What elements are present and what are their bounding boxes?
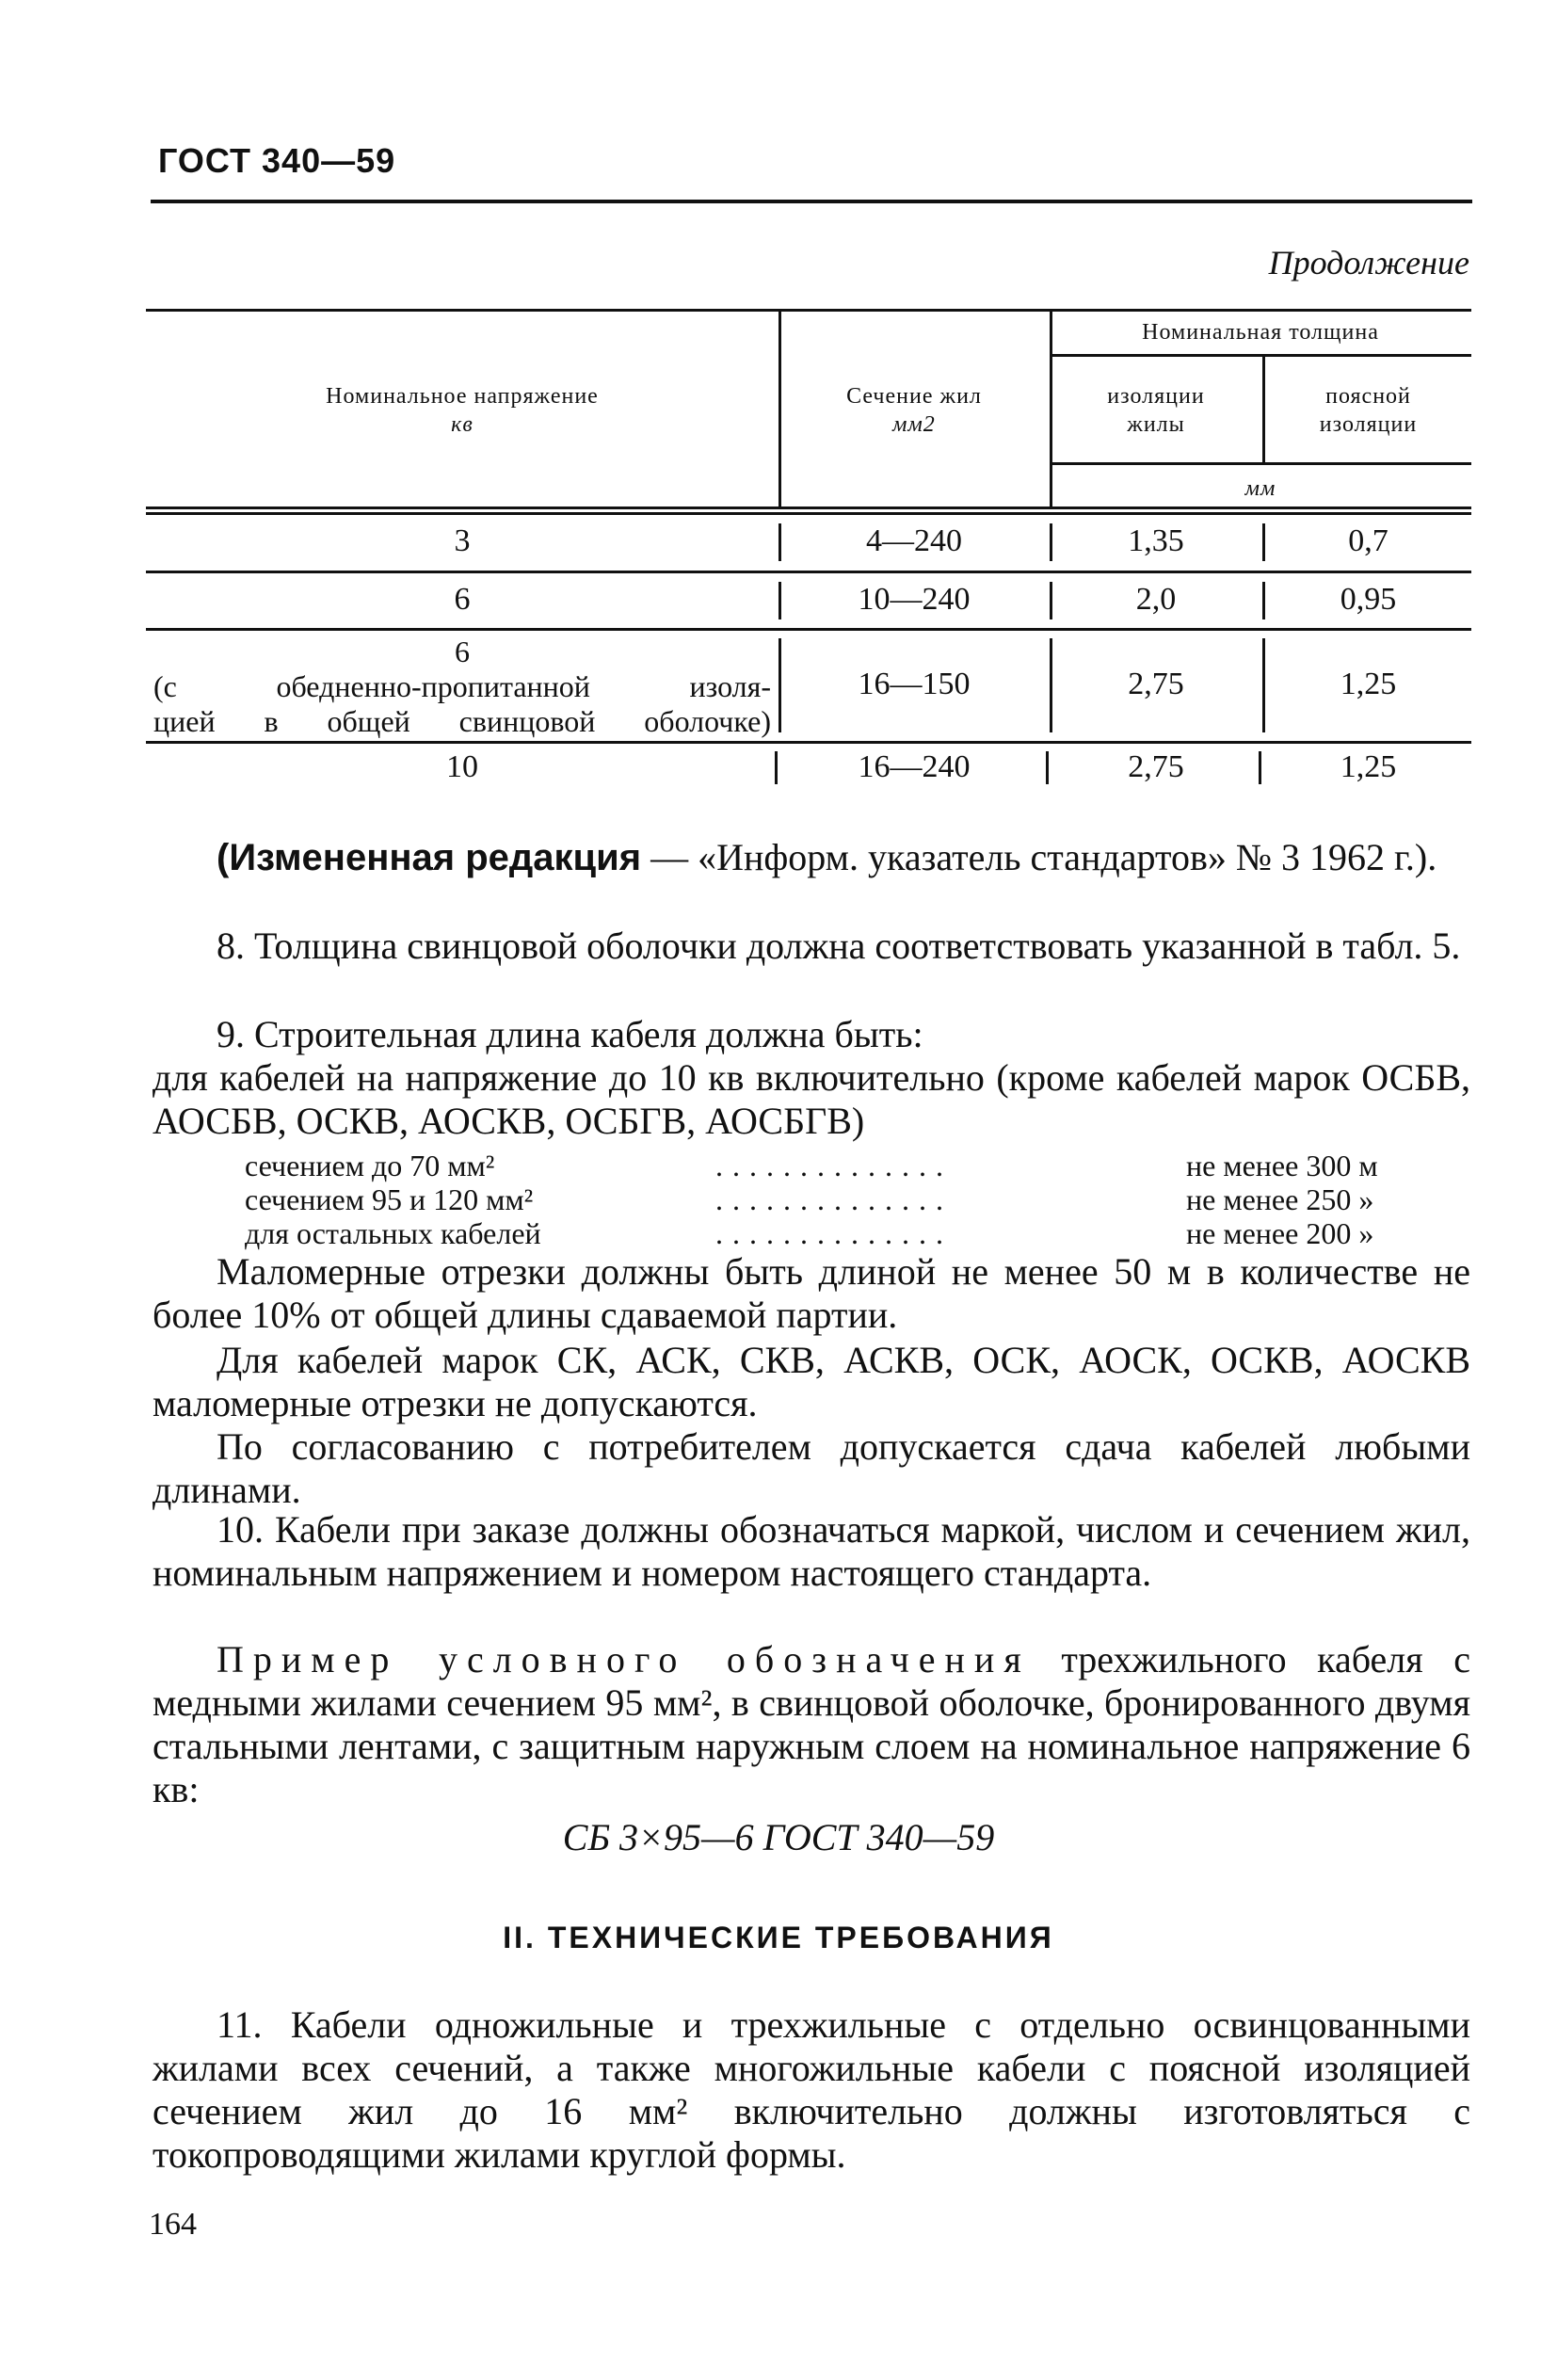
row-rule-3 — [146, 741, 1471, 744]
paragraph-example — [152, 1638, 1470, 1811]
row1-insulation: 1,35 — [1128, 523, 1184, 558]
paragraph-short-lengths: Маломерные отрезки должны быть длиной не менее 50 м в количестве не более 10% от общей длины сдаваемой партии. — [152, 1250, 1470, 1336]
col-belt-header-line2: изоляции — [1319, 412, 1418, 437]
row3-voltage-cell — [146, 635, 778, 739]
amended-note — [152, 836, 1470, 879]
row2-belt: 0,95 — [1340, 582, 1397, 617]
page-number: 164 — [149, 2207, 197, 2242]
col-insulation-header — [1050, 382, 1262, 439]
amended-note-bold: (Измененная редакция — [217, 837, 642, 878]
list-item-right: не менее 200 » — [1186, 1216, 1374, 1250]
row2-section: 10—240 — [858, 582, 971, 617]
table-top-rule — [146, 309, 1471, 312]
col-voltage-header — [146, 382, 778, 439]
list-item — [245, 1216, 1469, 1250]
col-section-header-label: Сечение жил — [846, 384, 982, 409]
paragraph-agreement: По согласованию с потребителем допускается сдача кабелей любыми длинами. — [152, 1425, 1470, 1511]
section-title: II. ТЕХНИЧЕСКИЕ ТРЕБОВАНИЯ — [503, 1921, 1054, 1954]
continued-label: Продолжение — [1268, 244, 1469, 281]
row3-belt: 1,25 — [1340, 667, 1397, 701]
col-belt-header-line1: поясной — [1325, 384, 1411, 409]
header-bottom-rule-1 — [146, 507, 1471, 509]
row2-voltage: 6 — [454, 582, 471, 617]
group-rule — [1050, 354, 1471, 357]
group-header: Номинальная толщина — [1142, 320, 1379, 345]
col-belt-header — [1265, 382, 1471, 439]
col-insulation-header-line2: жилы — [1127, 412, 1185, 437]
leader-dots: .............. — [715, 1182, 953, 1216]
example-spaced-heading: Пример условного обозначения — [217, 1638, 1031, 1680]
units-rule — [1050, 462, 1471, 465]
paragraph-10: 10. Кабели при заказе должны обозначаться маркой, числом и сечением жил, номинальным напряжением и номером настоящего стандарта. — [152, 1508, 1470, 1594]
row2-insulation: 2,0 — [1135, 582, 1177, 617]
list-item-right: не менее 250 » — [1186, 1182, 1374, 1216]
row-rule-1 — [146, 571, 1471, 573]
designation-example: СБ 3×95—6 ГОСТ 340—59 — [562, 1816, 995, 1858]
col-section-unit: мм2 — [892, 412, 936, 437]
example-text: трехжильного кабеля с медными жилами сечением 95 мм², в свинцовой оболочке, бронированного двумя стальными лентами, с защитным наружным слоем на номинальное напряжение 6 кв: — [152, 1638, 1470, 1810]
thickness-table — [146, 309, 1471, 784]
col-insulation-header-line1: изоляции — [1107, 384, 1205, 409]
row1-belt: 0,7 — [1348, 523, 1388, 558]
header-bottom-rule-2 — [146, 512, 1471, 515]
header-rule — [151, 200, 1472, 203]
row3-voltage: 6 — [455, 635, 470, 668]
row3-voltage-note-1: (с обедненно-пропитанной изоля- — [153, 669, 771, 703]
paragraph-9a: для кабелей на напряжение до 10 кв включительно (кроме кабелей марок ОСБВ, АОСБВ, ОСКВ, АОСКВ, ОСБГВ, АОСБГВ) — [152, 1056, 1470, 1142]
col-voltage-header-label: Номинальное напряжение — [326, 384, 599, 409]
list-item-left: сечением 95 и 120 мм² — [245, 1182, 534, 1216]
list-item — [245, 1149, 1469, 1182]
paragraph-11: 11. Кабели одножильные и трехжильные с отдельно освинцованными жилами всех сечений, а также многожильные кабели с поясной изоляцией сечением жил до 16 мм² включительно должны изготовляться с токопроводящими жилами круглой формы. — [152, 2003, 1470, 2176]
list-item — [245, 1182, 1469, 1216]
row4-insulation: 2,75 — [1128, 749, 1184, 784]
col-voltage-unit: кв — [451, 412, 474, 437]
row3-voltage-note-2: цией в общей свинцовой оболочке) — [153, 704, 771, 738]
paragraph-brands: Для кабелей марок СК, АСК, СКВ, АСКВ, ОСК, АОСК, ОСКВ, АОСКВ маломерные отрезки не допускаются. — [152, 1339, 1470, 1424]
paragraph-9: 9. Строительная длина кабеля должна быть: — [217, 1013, 923, 1055]
paragraph-8: 8. Толщина свинцовой оболочки должна соответствовать указанной в табл. 5. — [217, 925, 1461, 967]
row4-belt: 1,25 — [1340, 749, 1397, 784]
list-item-left: для остальных кабелей — [245, 1216, 541, 1250]
page-header-title: ГОСТ 340—59 — [158, 141, 396, 180]
row4-section: 16—240 — [858, 749, 971, 784]
list-item-left: сечением до 70 мм² — [245, 1149, 495, 1182]
units-mm: мм — [1244, 476, 1276, 501]
row1-voltage: 3 — [454, 523, 471, 558]
row4-voltage: 10 — [446, 749, 478, 784]
row3-section: 16—150 — [858, 667, 971, 701]
length-list — [245, 1149, 1469, 1250]
leader-dots: .............. — [715, 1216, 953, 1250]
row3-insulation: 2,75 — [1128, 667, 1184, 701]
list-item-right: не менее 300 м — [1186, 1149, 1378, 1182]
row-rule-2 — [146, 628, 1471, 631]
row1-section: 4—240 — [866, 523, 962, 558]
amended-note-text: — «Информ. указатель стандартов» № 3 1962 г.). — [641, 836, 1437, 878]
col-section-header — [778, 382, 1050, 439]
leader-dots: .............. — [715, 1149, 953, 1182]
